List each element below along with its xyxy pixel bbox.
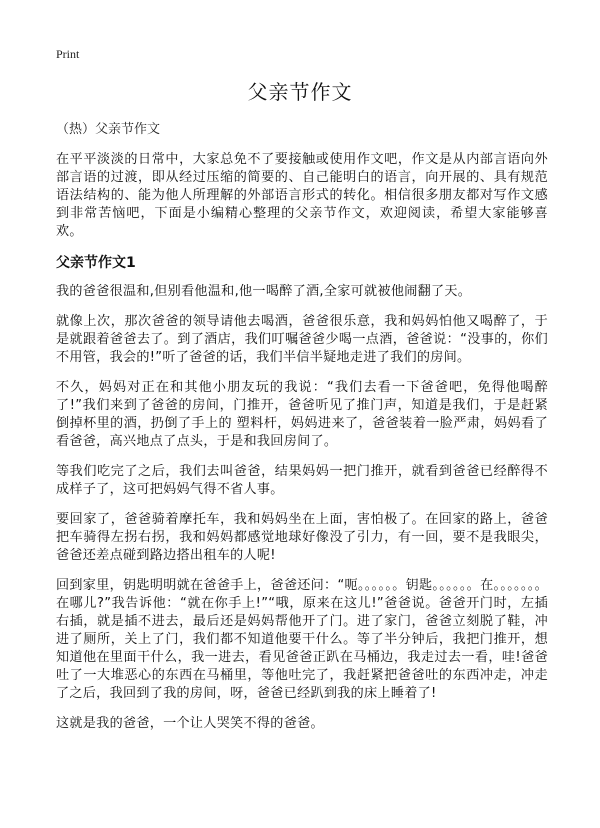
article-subtitle: （热）父亲节作文 (56, 122, 161, 137)
body-paragraph: 回到家里，钥匙明明就在爸爸手上，爸爸还问：“呃。。。。。。钥匙。。。。。。在。。。。。。。在哪儿?”我告诉他：“就在你手上!”“哦，原来在这儿!”爸爸说。爸爸开门时，左插右插，就是插不进去，最后还是妈妈帮他开了门。进了家门，爸爸立刻脱了鞋，冲进了厕所，关上了门，我们都不知道他要干什么。等了半分钟后，我把门推开，想知道他在里面干什么，我一进去，看见爸爸正趴在马桶边，我走过去一看，哇!爸爸吐了一大堆恶心的东西在马桶里，等他吐完了，我赶紧把爸爸吐的东西冲走，冲走了之后，我回到了我的房间，呀，爸爸已经趴到我的床上睡着了! (56, 578, 548, 701)
body-paragraph: 就像上次，那次爸爸的领导请他去喝酒，爸爸很乐意，我和妈妈怕他又喝醉了，于是就跟着爸爸去了。到了酒店，我们叮嘱爸爸少喝一点酒，爸爸说：“没事的，你们不用管，我会的!”听了爸爸的话，我们半信半疑地走进了我们的房间。 (56, 314, 548, 365)
intro-paragraph: 在平平淡淡的日常中，大家总免不了要接触或使用作文吧，作文是从内部言语向外部言语的过渡，即从经过压缩的简要的、自己能明白的语言，向开展的、具有规范语法结构的、能为他人所理解的外部语言形式的转化。相信很多朋友都对写作文感到非常苦恼吧，下面是小编精心整理的父亲节作文，欢迎阅读，希望大家能够喜欢。 (56, 152, 548, 239)
body-paragraph: 等我们吃完了之后，我们去叫爸爸，结果妈妈一把门推开，就看到爸爸已经醉得不成样子了，这可把妈妈气得不省人事。 (56, 464, 548, 497)
page-title: 父亲节作文 (247, 80, 353, 104)
body-paragraph: 不久，妈妈对正在和其他小朋友玩的我说：“我们去看一下爸爸吧，免得他喝醉了!”我们来到了爸爸的房间，门推开，爸爸听见了推门声，知道是我们，于是赶紧倒掉杯里的酒，扔倒了手上的 塑料杆，妈妈进来了，爸爸装着一脸严肃，妈妈看了看爸爸，高兴地点了点头，于是和我回房间了。 (56, 380, 548, 449)
body-paragraph: 我的爸爸很温和,但别看他温和,他一喝醉了酒,全家可就被他闹翻了天。 (56, 284, 472, 299)
article-body (56, 122, 548, 745)
body-paragraph: 要回家了，爸爸骑着摩托车，我和妈妈坐在上面，害怕极了。在回家的路上，爸爸把车骑得左拐右拐，我和妈妈都感觉地球好像没了引力，有一回，要不是我眼尖，爸爸还差点碰到路边搭出租车的人呢! (56, 512, 548, 563)
section-heading: 父亲节作文1 (56, 255, 136, 271)
body-paragraph: 这就是我的爸爸，一个让人哭笑不得的爸爸。 (56, 716, 324, 731)
print-link[interactable]: Print (56, 47, 80, 61)
